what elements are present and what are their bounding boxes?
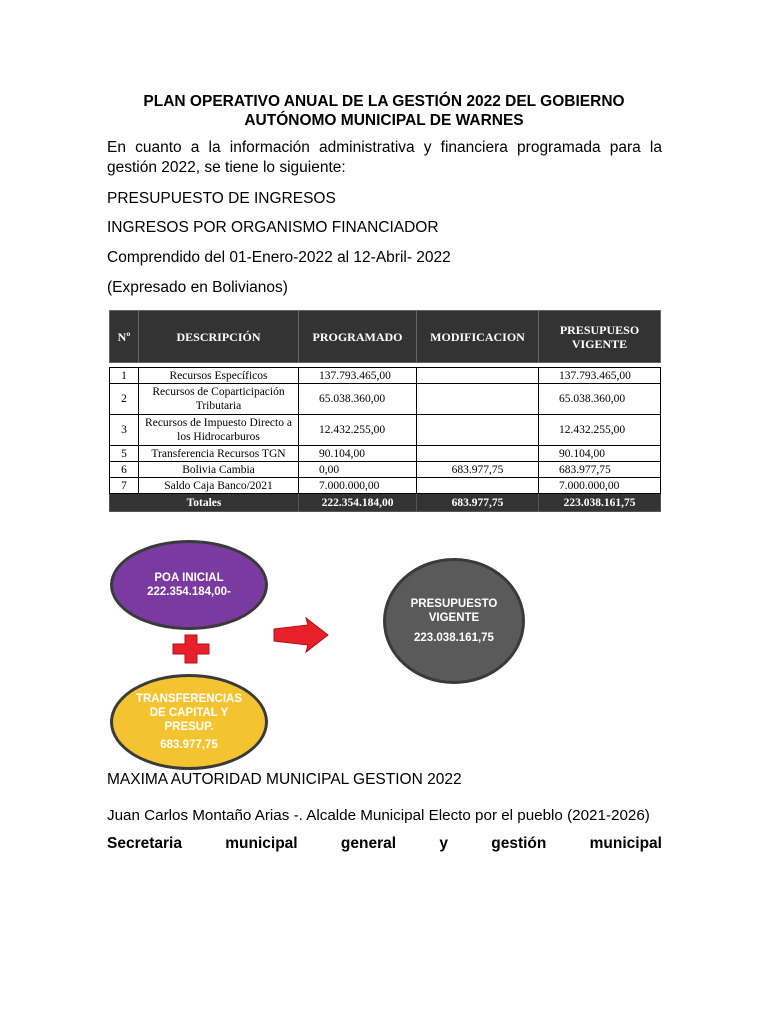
col-header-descripcion: DESCRIPCIÓN <box>139 311 299 363</box>
cell-modificacion <box>417 415 539 446</box>
table-row <box>110 384 661 415</box>
secretaria-word: municipal <box>589 835 662 852</box>
cell-descripcion: Recursos de Coparticipación Tributaria <box>139 384 299 415</box>
col-header-n: Nº <box>110 311 139 363</box>
cell-modificacion <box>417 384 539 415</box>
cell-vigente: 12.432.255,00 <box>539 415 661 446</box>
cell-vigente: 7.000.000,00 <box>539 478 661 494</box>
cell-vigente: 90.104,00 <box>539 446 661 462</box>
footer-mayor: Juan Carlos Montaño Arias -. Alcalde Municipal Electo por el pueblo (2021-2026) <box>107 807 650 824</box>
poa-value: 222.354.184,00- <box>147 586 231 598</box>
plus-icon <box>172 634 210 664</box>
footer-authority: MAXIMA AUTORIDAD MUNICIPAL GESTION 2022 <box>107 771 462 788</box>
cell-descripcion: Bolivia Cambia <box>139 462 299 478</box>
cell-n: 2 <box>110 384 139 415</box>
heading-moneda: (Expresado en Bolivianos) <box>107 279 288 296</box>
heading-periodo: Comprendido del 01-Enero-2022 al 12-Abril- 2022 <box>107 249 451 266</box>
col-header-programado: PROGRAMADO <box>299 311 417 363</box>
trans-label-2: DE CAPITAL Y <box>149 707 229 719</box>
presupuesto-vigente-bubble <box>383 558 525 684</box>
secretaria-word: Secretaria <box>107 835 182 852</box>
cell-n: 1 <box>110 368 139 384</box>
cell-vigente: 683.977,75 <box>539 462 661 478</box>
cell-vigente: 65.038.360,00 <box>539 384 661 415</box>
pres-value: 223.038.161,75 <box>414 632 494 644</box>
cell-programado: 7.000.000,00 <box>299 478 417 494</box>
cell-programado: 90.104,00 <box>299 446 417 462</box>
cell-n: 6 <box>110 462 139 478</box>
cell-vigente: 137.793.465,00 <box>539 368 661 384</box>
table-row <box>110 462 661 478</box>
cell-descripcion: Recursos de Impuesto Directo a los Hidrocarburos <box>139 415 299 446</box>
ingresos-table <box>109 310 661 512</box>
totals-label: Totales <box>110 494 299 512</box>
totals-programado: 222.354.184,00 <box>299 494 417 512</box>
pres-label-1: PRESUPUESTO <box>410 598 498 610</box>
secretaria-word: gestión <box>491 835 547 852</box>
poa-label: POA INICIAL <box>154 572 224 584</box>
transferencias-bubble <box>110 674 268 770</box>
arrow-right-icon <box>272 616 330 654</box>
cell-n: 7 <box>110 478 139 494</box>
table-row <box>110 478 661 494</box>
intro-paragraph: En cuanto a la información administrativa y financiera programada para la gestión 2022, se tiene lo siguiente: <box>107 139 662 176</box>
table-row <box>110 415 661 446</box>
col-header-vigente: PRESUPUESO VIGENTE <box>539 311 661 363</box>
cell-n: 5 <box>110 446 139 462</box>
table-header-row <box>110 311 661 363</box>
footer-secretaria <box>107 834 662 854</box>
cell-modificacion <box>417 478 539 494</box>
cell-programado: 65.038.360,00 <box>299 384 417 415</box>
document-title <box>0 92 768 130</box>
secretaria-word: y <box>439 835 448 852</box>
secretaria-word: municipal <box>225 835 298 852</box>
trans-label-3: PRESUP. <box>164 721 214 733</box>
poa-inicial-bubble <box>110 540 268 630</box>
title-line-2: AUTÓNOMO MUNICIPAL DE WARNES <box>244 112 524 129</box>
table-totals-row <box>110 494 661 512</box>
heading-ingresos: INGRESOS POR ORGANISMO FINANCIADOR <box>107 219 439 236</box>
totals-vigente: 223.038.161,75 <box>539 494 661 512</box>
table-row <box>110 446 661 462</box>
totals-modificacion: 683.977,75 <box>417 494 539 512</box>
table-row <box>110 368 661 384</box>
trans-value: 683.977,75 <box>160 739 218 751</box>
trans-label-1: TRANSFERENCIAS <box>135 693 243 705</box>
cell-modificacion <box>417 446 539 462</box>
cell-descripcion: Transferencia Recursos TGN <box>139 446 299 462</box>
pres-label-2: VIGENTE <box>428 612 480 624</box>
cell-modificacion: 683.977,75 <box>417 462 539 478</box>
cell-modificacion <box>417 368 539 384</box>
cell-programado: 137.793.465,00 <box>299 368 417 384</box>
secretaria-word: general <box>340 835 397 852</box>
title-line-1: PLAN OPERATIVO ANUAL DE LA GESTIÓN 2022 DEL GOBIERNO <box>143 93 625 110</box>
cell-descripcion: Saldo Caja Banco/2021 <box>139 478 299 494</box>
cell-n: 3 <box>110 415 139 446</box>
col-header-modificacion: MODIFICACION <box>417 311 539 363</box>
heading-presupuesto: PRESUPUESTO DE INGRESOS <box>107 190 336 207</box>
cell-programado: 0,00 <box>299 462 417 478</box>
cell-programado: 12.432.255,00 <box>299 415 417 446</box>
cell-descripcion: Recursos Específicos <box>139 368 299 384</box>
